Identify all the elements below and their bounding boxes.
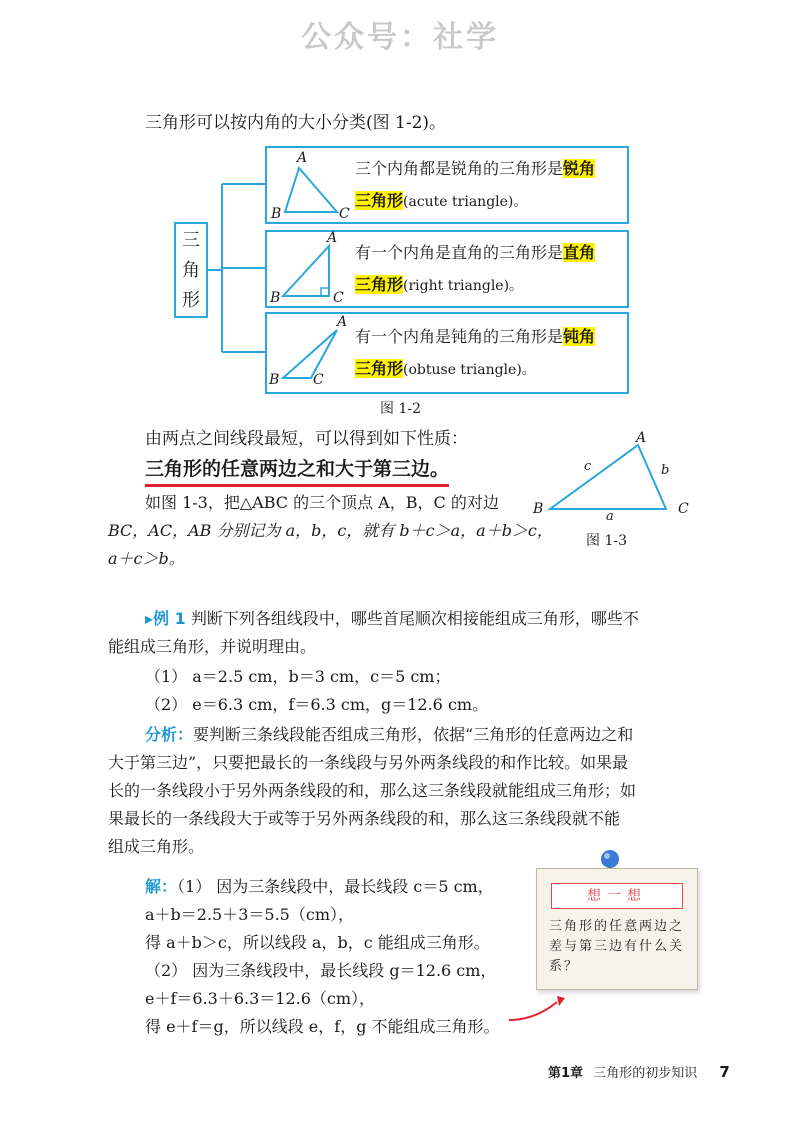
arrow-icon: [505, 990, 575, 1030]
figure-caption: 图 1-3: [586, 533, 627, 549]
solution-text: （1） 因为三条线段中，最长线段 c＝5 cm，: [177, 877, 494, 896]
triangle-root-label: [174, 222, 208, 318]
side-label: a: [606, 509, 614, 524]
example-heading: [145, 604, 639, 634]
example-item: （1） a＝2.5 cm，b＝3 cm，c＝5 cm；: [145, 667, 451, 686]
vertex-label: B: [269, 372, 280, 388]
root-char: 三: [182, 230, 200, 251]
term-highlight: 三角形: [355, 275, 404, 294]
english-term: (right triangle)。: [403, 278, 524, 294]
example-label: ▸例 1: [145, 609, 186, 628]
vertex-label: A: [337, 314, 348, 330]
vertex-label: A: [636, 430, 647, 446]
page-number: 7: [719, 1063, 730, 1081]
analysis-text: 组成三角形。: [108, 837, 205, 856]
property-text: BC，AC，AB 分别记为 a，b，c，就有 b＋c＞a，a＋b＞c，: [108, 521, 553, 540]
figure-caption: 图 1-2: [380, 401, 421, 417]
root-char: 形: [182, 290, 200, 311]
example-text: 能组成三角形，并说明理由。: [108, 637, 317, 656]
root-char: 角: [182, 260, 200, 281]
obtuse-triangle-box: [265, 312, 629, 394]
definition-text: 三个内角都是锐角的三角形是: [355, 159, 564, 178]
term-highlight: 三角形: [355, 191, 404, 210]
think-card: [536, 868, 698, 990]
vertex-label: C: [678, 501, 689, 517]
solution-text: （2） 因为三条线段中，最长线段 g＝12.6 cm，: [145, 961, 497, 980]
watermark: 公众号：社学: [301, 20, 499, 55]
solution-text: a＋b＝2.5＋3＝5.5（cm），: [145, 905, 354, 924]
analysis-text: 大于第三边”，只要把最长的一条线段与另外两条线段的和作比较。如果最: [108, 753, 629, 772]
term-highlight: 三角形: [355, 359, 404, 378]
analysis-label: 分析：: [145, 725, 194, 744]
term-highlight: 直角: [563, 243, 596, 262]
definition-text: 有一个内角是钝角的三角形是: [355, 327, 564, 346]
vertex-label: B: [533, 501, 544, 517]
think-body: 三角形的任意两边之差与第三边有什么关系？: [549, 919, 685, 974]
analysis-text: 要判断三条线段能否组成三角形，依据“三角形的任意两边之和: [193, 725, 634, 744]
english-term: (obtuse triangle)。: [403, 362, 536, 378]
right-triangle-box: [265, 230, 629, 308]
triangle-inequality-statement: 三角形的任意两边之和大于第三边。: [145, 454, 449, 487]
acute-triangle-box: [265, 146, 629, 224]
chapter-title: 三角形的初步知识: [593, 1066, 698, 1081]
solution-text: 得 e＋f＝g，所以线段 e，f，g 不能组成三角形。: [145, 1017, 500, 1036]
think-title: 想一想: [551, 883, 683, 909]
vertex-label: C: [339, 206, 350, 222]
solution-text: e＋f＝6.3＋6.3＝12.6（cm），: [145, 989, 376, 1008]
chapter-label: 第1章: [548, 1066, 584, 1081]
vertex-label: C: [333, 290, 344, 306]
vertex-label: B: [270, 290, 281, 306]
term-highlight: 锐角: [563, 159, 596, 178]
property-text: 如图 1-3，把△ABC 的三个顶点 A，B，C 的对边: [145, 493, 499, 512]
intro-text: 三角形可以按内角的大小分类(图 1-2)。: [145, 113, 447, 133]
page-footer: [548, 1062, 730, 1081]
example-item: （2） e＝6.3 cm，f＝6.3 cm，g＝12.6 cm。: [145, 695, 489, 714]
vertex-label: C: [313, 372, 324, 388]
analysis-text: 果最长的一条线段大于或等于另外两条线段的和，那么这三条线段就不能: [108, 809, 621, 828]
solution-label: 解：: [145, 877, 178, 896]
property-lead: 由两点之间线段最短，可以得到如下性质：: [145, 429, 468, 449]
vertex-label: B: [271, 206, 282, 222]
side-label: c: [584, 459, 592, 474]
analysis-text: 长的一条线段小于另外两条线段的和，那么这三条线段就能组成三角形；如: [108, 781, 637, 800]
vertex-label: A: [327, 230, 338, 246]
vertex-label: A: [297, 150, 308, 166]
side-label: b: [661, 463, 670, 478]
example-text: 判断下列各组线段中，哪些首尾顺次相接能组成三角形，哪些不: [190, 609, 639, 628]
definition-text: 有一个内角是直角的三角形是: [355, 243, 564, 262]
solution-text: 得 a＋b＞c，所以线段 a，b，c 能组成三角形。: [145, 933, 490, 952]
term-highlight: 钝角: [563, 327, 596, 346]
english-term: (acute triangle)。: [403, 194, 528, 210]
property-text: a＋c＞b。: [108, 549, 185, 568]
